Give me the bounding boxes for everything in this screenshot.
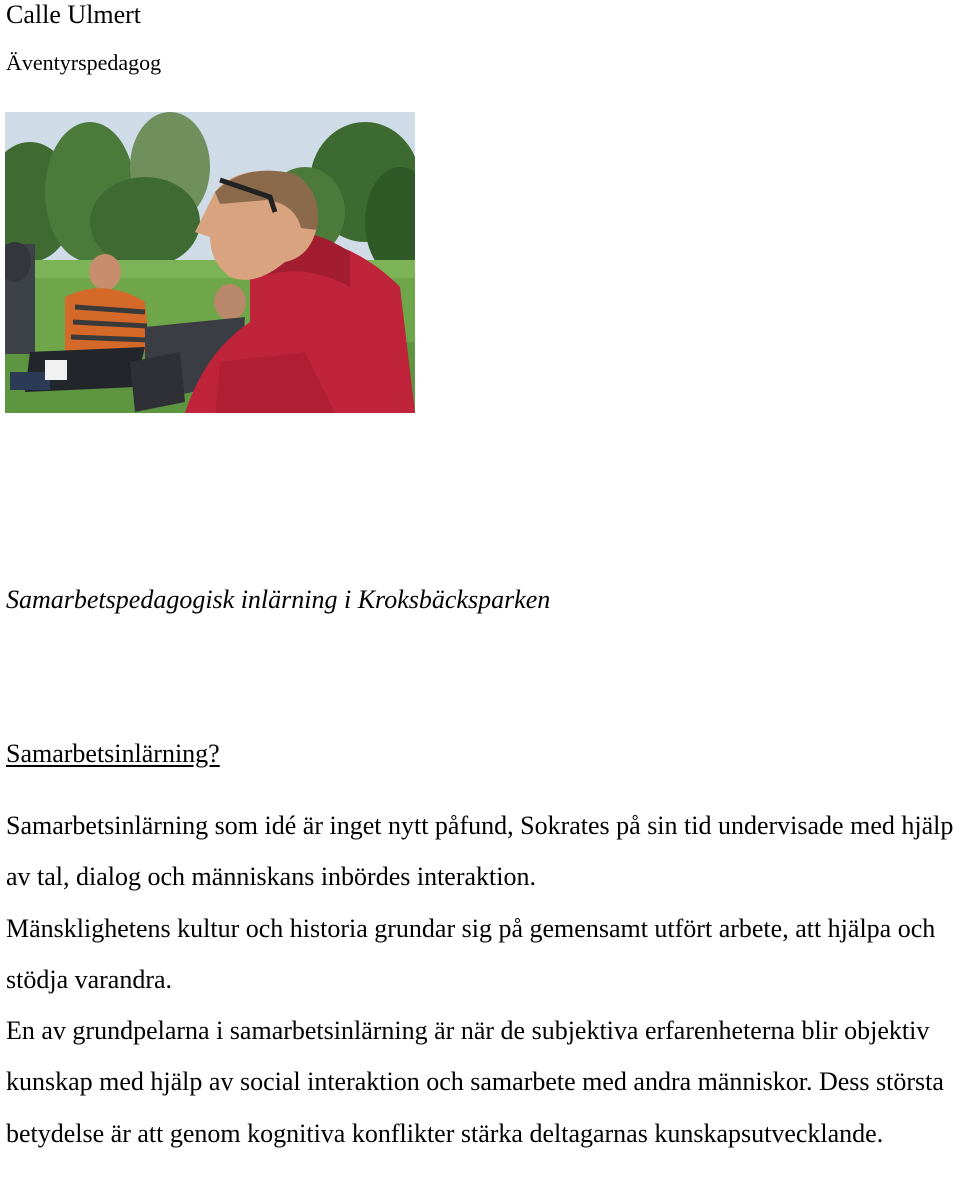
body-text	[6, 800, 958, 1159]
group-outdoor-photo	[5, 112, 415, 413]
section-heading: Samarbetsinlärning?	[6, 739, 220, 768]
paragraph: Samarbetsinlärning som idé är inget nytt påfund, Sokrates på sin tid undervisade med hjälp av tal, dialog och människans inbördes interaktion.	[6, 811, 954, 892]
paragraph: En av grundpelarna i samarbetsinlärning är när de subjektiva erfarenheterna blir objektiv kunskap med hjälp av social interaktion och samarbete med andra människor. Dess största betydelse är att genom kognitiva konflikter stärka deltagarnas kunskapsutvecklande.	[6, 1016, 944, 1148]
document-subtitle: Samarbetspedagogisk inlärning i Kroksbäcksparken	[6, 585, 551, 614]
author-name: Calle Ulmert	[6, 0, 142, 29]
author-role: Äventyrspedagog	[6, 50, 162, 75]
paragraph: Mänsklighetens kultur och historia grundar sig på gemensamt utfört arbete, att hjälpa och stödja varandra.	[6, 913, 936, 994]
